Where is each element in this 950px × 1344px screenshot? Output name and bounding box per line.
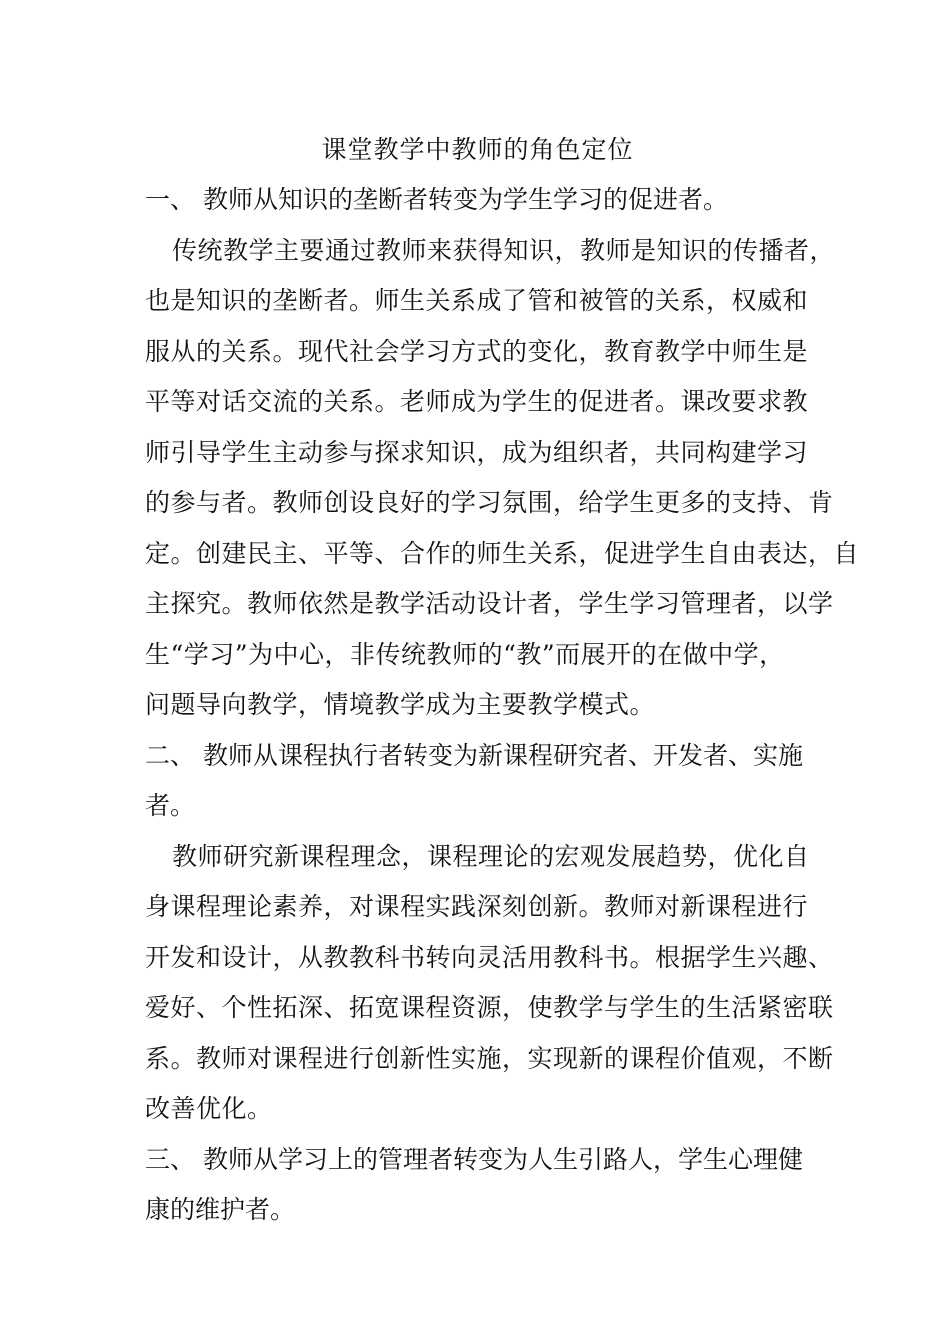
section-3 — [145, 1135, 810, 1236]
section-3-heading: 三、 教师从学习上的管理者转变为人生引路人，学生心理健 — [145, 1144, 803, 1174]
section-3-heading-cont: 康的维护者。 — [145, 1195, 296, 1224]
body-line: 传统教学主要通过教师来获得知识，教师是知识的传播者， — [172, 235, 836, 265]
body-line: 生“学习”为中心，非传统教师的“教”而展开的在做中学， — [145, 639, 785, 669]
document-title: 课堂教学中教师的角色定位 — [321, 135, 634, 164]
body-line: 服从的关系。现代社会学习方式的变化，教育教学中师生是 — [145, 336, 809, 366]
section-1 — [145, 175, 860, 731]
section-2-body — [145, 832, 834, 1135]
section-2-heading-cont: 者。 — [145, 791, 196, 820]
body-line: 主探究。教师依然是教学活动设计者，学生学习管理者，以学 — [145, 589, 834, 618]
body-line: 身课程理论素养，对课程实践深刻创新。教师对新课程进行 — [145, 892, 809, 921]
body-line: 的参与者。教师创设良好的学习氛围，给学生更多的支持、肯 — [145, 488, 834, 517]
body-line: 问题导向教学，情境教学成为主要教学模式。 — [145, 690, 656, 719]
body-line: 改善优化。 — [145, 1094, 273, 1123]
section-1-heading: 一、 教师从知识的垄断者转变为学生学习的促进者。 — [145, 185, 728, 214]
section-2 — [145, 731, 834, 1135]
body-line: 师引导学生主动参与探求知识，成为组织者，共同构建学习 — [145, 437, 809, 467]
body-line: 定。创建民主、平等、合作的师生关系，促进学生自由表达，自 — [145, 538, 860, 568]
section-1-body — [145, 226, 860, 731]
body-line: 教师研究新课程理念，课程理论的宏观发展趋势，优化自 — [172, 841, 810, 871]
body-line: 系。教师对课程进行创新性实施，实现新的课程价值观，不断 — [145, 1043, 834, 1073]
document-page — [145, 128, 860, 1236]
body-line: 爱好、个性拓深、拓宽课程资源，使教学与学生的生活紧密联 — [145, 993, 834, 1022]
body-line: 也是知识的垄断者。师生关系成了管和被管的关系，权威和 — [145, 286, 809, 315]
body-line: 开发和设计，从教教科书转向灵活用教科书。根据学生兴趣、 — [145, 942, 834, 972]
body-line: 平等对话交流的关系。老师成为学生的促进者。课改要求教 — [145, 387, 809, 416]
section-2-heading: 二、 教师从课程执行者转变为新课程研究者、开发者、实施 — [145, 740, 803, 770]
